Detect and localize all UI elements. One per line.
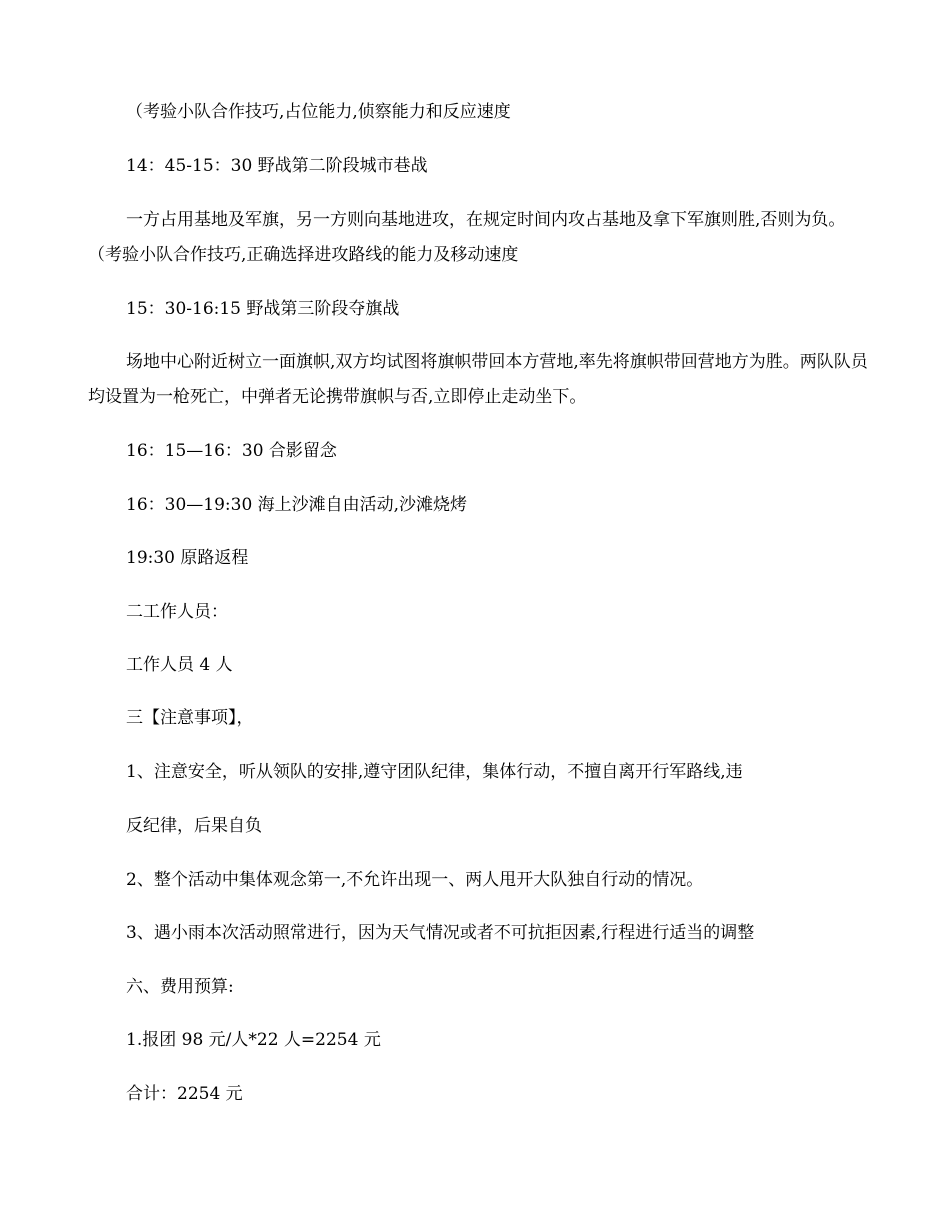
paragraph-9: 二工作人员：: [126, 602, 228, 622]
paragraph-11: 三【注意事项】，: [126, 708, 254, 728]
paragraph-1: （考验小队合作技巧,占位能力,侦察能力和反应速度: [126, 102, 511, 122]
paragraph-17: 1.报团 98 元/人*22 人=2254 元: [126, 1030, 381, 1050]
paragraph-15: 3、遇小雨本次活动照常进行，因为天气情况或者不可抗拒因素,行程进行适当的调整: [126, 923, 755, 943]
paragraph-16: 六、费用预算:: [126, 977, 234, 997]
paragraph-12: 1、注意安全，听从领队的安排,遵守团队纪律，集体行动，不擅自离开行军路线,违: [126, 762, 743, 782]
paragraph-10: 工作人员 4 人: [126, 655, 233, 675]
paragraph-3: 一方占用基地及军旗，另一方则向基地进攻，在规定时间内攻占基地及拿下军旗则胜,否则为负。（考验小队合作技巧,正确选择进攻路线的能力及移动速度: [88, 210, 846, 265]
paragraph-7: 16：30—19:30 海上沙滩自由活动,沙滩烧烤: [126, 495, 468, 515]
paragraph-5: 场地中心附近树立一面旗帜,双方均试图将旗帜带回本方营地,率先将旗帜带回营地方为胜。两队队员均设置为一枪死亡，中弹者无论携带旗帜与否,立即停止走动坐下。: [88, 352, 868, 407]
paragraph-13: 反纪律，后果自负: [126, 816, 262, 836]
paragraph-4: 15：30-16:15 野战第三阶段夺旗战: [126, 299, 400, 319]
paragraph-14: 2、整个活动中集体观念第一,不允许出现一、两人甩开大队独自行动的情况。: [126, 870, 704, 890]
paragraph-6: 16：15—16：30 合影留念: [126, 441, 337, 461]
paragraph-18: 合计：2254 元: [126, 1084, 243, 1104]
paragraph-8: 19:30 原路返程: [126, 548, 249, 568]
paragraph-2: 14：45-15：30 野战第二阶段城市巷战: [126, 156, 428, 176]
